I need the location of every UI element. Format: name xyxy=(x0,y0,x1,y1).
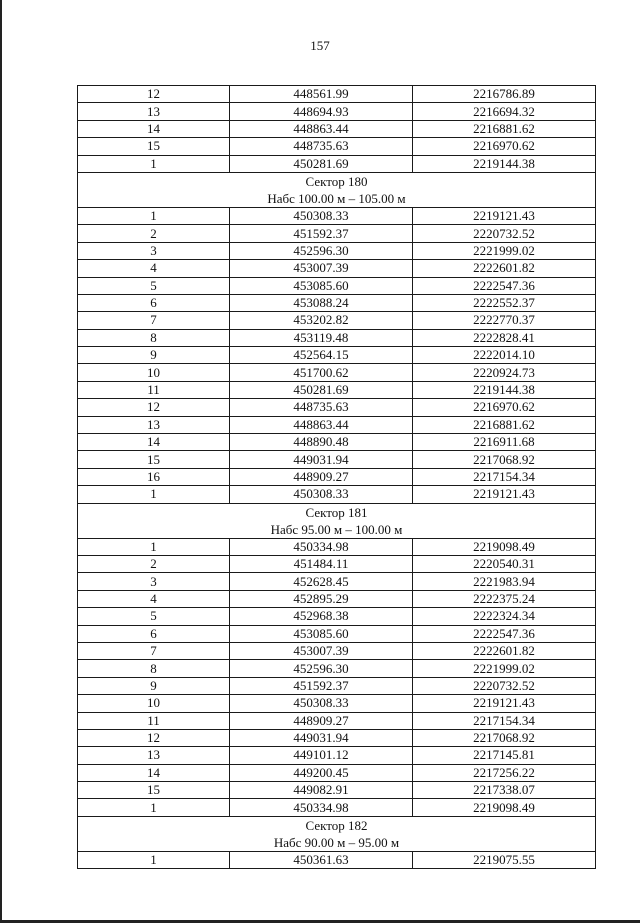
y-coordinate-cell: 2222547.36 xyxy=(413,277,596,294)
point-number-cell: 8 xyxy=(78,329,230,346)
x-coordinate-cell: 453007.39 xyxy=(230,642,413,659)
point-number-cell: 8 xyxy=(78,660,230,677)
y-coordinate-cell: 2217256.22 xyxy=(413,764,596,781)
point-number-cell: 10 xyxy=(78,695,230,712)
table-row xyxy=(78,277,596,294)
x-coordinate-cell: 452564.15 xyxy=(230,347,413,364)
y-coordinate-cell: 2220732.52 xyxy=(413,677,596,694)
x-coordinate-cell: 450308.33 xyxy=(230,486,413,503)
table-row xyxy=(78,155,596,172)
table-row xyxy=(78,86,596,103)
y-coordinate-cell: 2222324.34 xyxy=(413,608,596,625)
point-number-cell: 5 xyxy=(78,277,230,294)
table-row xyxy=(78,329,596,346)
y-coordinate-cell: 2216881.62 xyxy=(413,120,596,137)
y-coordinate-cell: 2216786.89 xyxy=(413,86,596,103)
sector-header-cell xyxy=(78,172,596,207)
y-coordinate-cell: 2219075.55 xyxy=(413,851,596,868)
x-coordinate-cell: 450281.69 xyxy=(230,381,413,398)
point-number-cell: 14 xyxy=(78,434,230,451)
x-coordinate-cell: 450334.98 xyxy=(230,538,413,555)
x-coordinate-cell: 449031.94 xyxy=(230,729,413,746)
table-row xyxy=(78,120,596,137)
x-coordinate-cell: 452895.29 xyxy=(230,590,413,607)
table-row xyxy=(78,416,596,433)
sector-header-cell xyxy=(78,503,596,538)
table-row xyxy=(78,138,596,155)
x-coordinate-cell: 449200.45 xyxy=(230,764,413,781)
x-coordinate-cell: 448735.63 xyxy=(230,399,413,416)
point-number-cell: 5 xyxy=(78,608,230,625)
point-number-cell: 7 xyxy=(78,642,230,659)
table-row xyxy=(78,103,596,120)
table-row xyxy=(78,642,596,659)
sector-title: Сектор 181 xyxy=(305,504,368,520)
y-coordinate-cell: 2219121.43 xyxy=(413,695,596,712)
point-number-cell: 1 xyxy=(78,486,230,503)
x-coordinate-cell: 448863.44 xyxy=(230,120,413,137)
sector-title: Сектор 180 xyxy=(305,173,368,189)
point-number-cell: 2 xyxy=(78,225,230,242)
sector-header-row xyxy=(78,503,596,538)
point-number-cell: 12 xyxy=(78,399,230,416)
point-number-cell: 15 xyxy=(78,451,230,468)
coordinates-table xyxy=(77,85,596,869)
table-row xyxy=(78,712,596,729)
y-coordinate-cell: 2217154.34 xyxy=(413,712,596,729)
y-coordinate-cell: 2219098.49 xyxy=(413,538,596,555)
table-row xyxy=(78,225,596,242)
y-coordinate-cell: 2222552.37 xyxy=(413,294,596,311)
x-coordinate-cell: 448561.99 xyxy=(230,86,413,103)
y-coordinate-cell: 2222375.24 xyxy=(413,590,596,607)
point-number-cell: 9 xyxy=(78,677,230,694)
point-number-cell: 1 xyxy=(78,207,230,224)
x-coordinate-cell: 450308.33 xyxy=(230,695,413,712)
y-coordinate-cell: 2219121.43 xyxy=(413,207,596,224)
y-coordinate-cell: 2222547.36 xyxy=(413,625,596,642)
point-number-cell: 6 xyxy=(78,294,230,311)
point-number-cell: 16 xyxy=(78,468,230,485)
x-coordinate-cell: 448694.93 xyxy=(230,103,413,120)
x-coordinate-cell: 449101.12 xyxy=(230,747,413,764)
y-coordinate-cell: 2216970.62 xyxy=(413,138,596,155)
table-row xyxy=(78,364,596,381)
y-coordinate-cell: 2222828.41 xyxy=(413,329,596,346)
table-row xyxy=(78,729,596,746)
table-row xyxy=(78,625,596,642)
point-number-cell: 13 xyxy=(78,103,230,120)
table-row xyxy=(78,747,596,764)
x-coordinate-cell: 451592.37 xyxy=(230,677,413,694)
x-coordinate-cell: 448890.48 xyxy=(230,434,413,451)
x-coordinate-cell: 448909.27 xyxy=(230,468,413,485)
coordinates-table-body xyxy=(78,86,596,869)
y-coordinate-cell: 2222601.82 xyxy=(413,642,596,659)
point-number-cell: 11 xyxy=(78,712,230,729)
point-number-cell: 14 xyxy=(78,120,230,137)
x-coordinate-cell: 453007.39 xyxy=(230,260,413,277)
y-coordinate-cell: 2219121.43 xyxy=(413,486,596,503)
x-coordinate-cell: 452596.30 xyxy=(230,660,413,677)
y-coordinate-cell: 2221983.94 xyxy=(413,573,596,590)
table-row xyxy=(78,555,596,572)
scan-edge-left xyxy=(0,0,2,923)
table-row xyxy=(78,608,596,625)
x-coordinate-cell: 453119.48 xyxy=(230,329,413,346)
x-coordinate-cell: 450281.69 xyxy=(230,155,413,172)
table-row xyxy=(78,764,596,781)
y-coordinate-cell: 2220540.31 xyxy=(413,555,596,572)
x-coordinate-cell: 453085.60 xyxy=(230,277,413,294)
table-row xyxy=(78,538,596,555)
y-coordinate-cell: 2216970.62 xyxy=(413,399,596,416)
x-coordinate-cell: 450361.63 xyxy=(230,851,413,868)
x-coordinate-cell: 448735.63 xyxy=(230,138,413,155)
point-number-cell: 1 xyxy=(78,799,230,816)
x-coordinate-cell: 448863.44 xyxy=(230,416,413,433)
table-row xyxy=(78,573,596,590)
point-number-cell: 3 xyxy=(78,573,230,590)
x-coordinate-cell: 452628.45 xyxy=(230,573,413,590)
sector-header-cell xyxy=(78,816,596,851)
y-coordinate-cell: 2221999.02 xyxy=(413,660,596,677)
y-coordinate-cell: 2220924.73 xyxy=(413,364,596,381)
y-coordinate-cell: 2217338.07 xyxy=(413,782,596,799)
point-number-cell: 3 xyxy=(78,242,230,259)
table-row xyxy=(78,242,596,259)
table-row xyxy=(78,782,596,799)
x-coordinate-cell: 450334.98 xyxy=(230,799,413,816)
point-number-cell: 15 xyxy=(78,782,230,799)
y-coordinate-cell: 2222601.82 xyxy=(413,260,596,277)
point-number-cell: 7 xyxy=(78,312,230,329)
point-number-cell: 12 xyxy=(78,86,230,103)
table-row xyxy=(78,260,596,277)
table-row xyxy=(78,799,596,816)
point-number-cell: 4 xyxy=(78,590,230,607)
y-coordinate-cell: 2219144.38 xyxy=(413,155,596,172)
point-number-cell: 12 xyxy=(78,729,230,746)
y-coordinate-cell: 2216694.32 xyxy=(413,103,596,120)
sector-header-row xyxy=(78,172,596,207)
table-row xyxy=(78,381,596,398)
point-number-cell: 1 xyxy=(78,538,230,555)
point-number-cell: 6 xyxy=(78,625,230,642)
y-coordinate-cell: 2222770.37 xyxy=(413,312,596,329)
sector-height-range: Набс 100.00 м – 105.00 м xyxy=(267,190,406,206)
sector-height-range: Набс 90.00 м – 95.00 м xyxy=(273,834,400,850)
table-row xyxy=(78,451,596,468)
point-number-cell: 14 xyxy=(78,764,230,781)
point-number-cell: 13 xyxy=(78,416,230,433)
y-coordinate-cell: 2217154.34 xyxy=(413,468,596,485)
table-row xyxy=(78,468,596,485)
point-number-cell: 10 xyxy=(78,364,230,381)
sector-title: Сектор 182 xyxy=(305,817,368,833)
table-row xyxy=(78,347,596,364)
point-number-cell: 1 xyxy=(78,155,230,172)
x-coordinate-cell: 450308.33 xyxy=(230,207,413,224)
point-number-cell: 1 xyxy=(78,851,230,868)
y-coordinate-cell: 2220732.52 xyxy=(413,225,596,242)
x-coordinate-cell: 449031.94 xyxy=(230,451,413,468)
sector-header-row xyxy=(78,816,596,851)
point-number-cell: 11 xyxy=(78,381,230,398)
y-coordinate-cell: 2221999.02 xyxy=(413,242,596,259)
table-row xyxy=(78,312,596,329)
x-coordinate-cell: 453088.24 xyxy=(230,294,413,311)
table-row xyxy=(78,695,596,712)
table-row xyxy=(78,851,596,868)
table-row xyxy=(78,207,596,224)
page-number: 157 xyxy=(310,38,330,53)
x-coordinate-cell: 448909.27 xyxy=(230,712,413,729)
point-number-cell: 15 xyxy=(78,138,230,155)
point-number-cell: 4 xyxy=(78,260,230,277)
x-coordinate-cell: 451592.37 xyxy=(230,225,413,242)
table-row xyxy=(78,590,596,607)
y-coordinate-cell: 2217145.81 xyxy=(413,747,596,764)
table-row xyxy=(78,294,596,311)
y-coordinate-cell: 2217068.92 xyxy=(413,729,596,746)
y-coordinate-cell: 2217068.92 xyxy=(413,451,596,468)
y-coordinate-cell: 2219144.38 xyxy=(413,381,596,398)
y-coordinate-cell: 2219098.49 xyxy=(413,799,596,816)
y-coordinate-cell: 2216881.62 xyxy=(413,416,596,433)
point-number-cell: 13 xyxy=(78,747,230,764)
sector-height-range: Набс 95.00 м – 100.00 м xyxy=(270,521,403,537)
y-coordinate-cell: 2216911.68 xyxy=(413,434,596,451)
table-row xyxy=(78,660,596,677)
x-coordinate-cell: 451700.62 xyxy=(230,364,413,381)
x-coordinate-cell: 451484.11 xyxy=(230,555,413,572)
x-coordinate-cell: 449082.91 xyxy=(230,782,413,799)
table-row xyxy=(78,434,596,451)
x-coordinate-cell: 452596.30 xyxy=(230,242,413,259)
table-row xyxy=(78,486,596,503)
x-coordinate-cell: 453202.82 xyxy=(230,312,413,329)
point-number-cell: 9 xyxy=(78,347,230,364)
y-coordinate-cell: 2222014.10 xyxy=(413,347,596,364)
point-number-cell: 2 xyxy=(78,555,230,572)
x-coordinate-cell: 453085.60 xyxy=(230,625,413,642)
x-coordinate-cell: 452968.38 xyxy=(230,608,413,625)
table-row xyxy=(78,677,596,694)
table-row xyxy=(78,399,596,416)
